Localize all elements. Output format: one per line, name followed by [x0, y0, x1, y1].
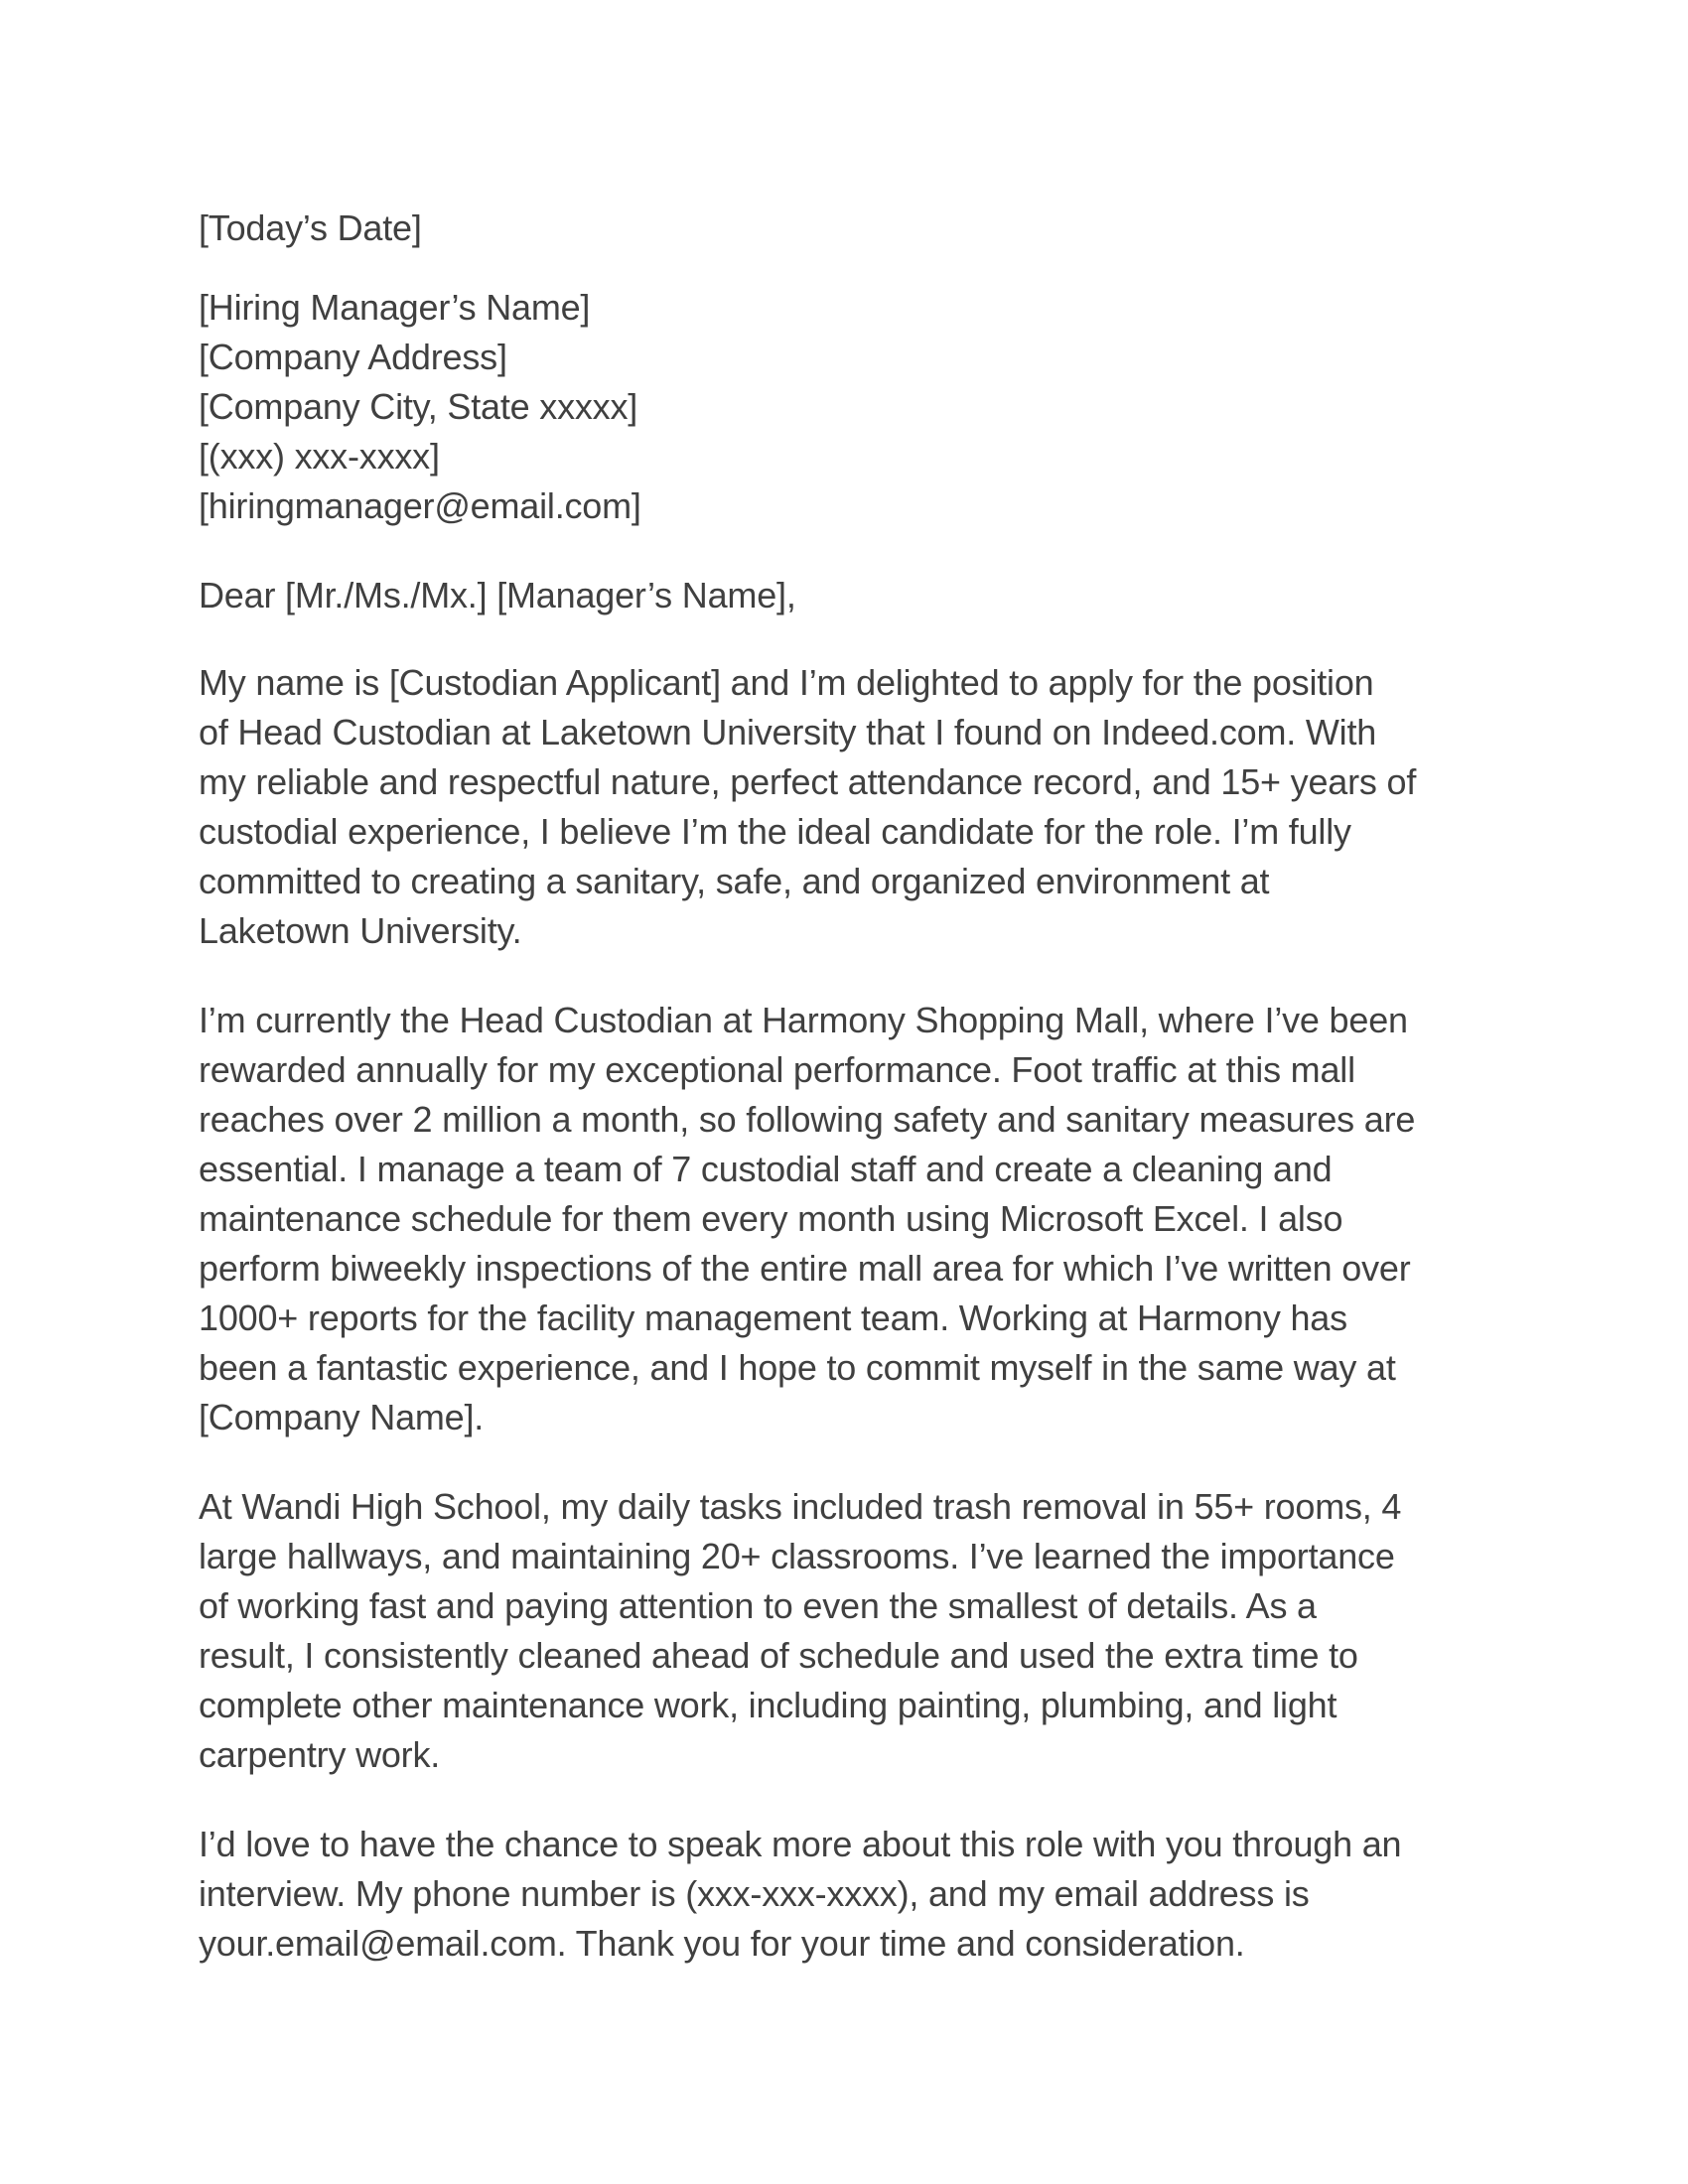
paragraph-current-role [199, 996, 1499, 1442]
paragraph-line: interview. My phone number is (xxx-xxx-xxxx), and my email address is [199, 1873, 1310, 1914]
recipient-address: [Company Address] [199, 337, 507, 377]
paragraph-line: been a fantastic experience, and I hope to commit myself in the same way at [199, 1347, 1396, 1388]
paragraph-intro [199, 658, 1499, 956]
paragraph-closing [199, 1820, 1499, 1969]
paragraph-line: large hallways, and maintaining 20+ classrooms. I’ve learned the importance [199, 1536, 1395, 1576]
paragraph-line: result, I consistently cleaned ahead of schedule and used the extra time to [199, 1635, 1358, 1676]
paragraph-line: perform biweekly inspections of the entire mall area for which I’ve written over [199, 1248, 1411, 1289]
recipient-email: [hiringmanager@email.com] [199, 485, 641, 526]
paragraph-line: custodial experience, I believe I’m the ideal candidate for the role. I’m fully [199, 811, 1351, 852]
date-line: [Today’s Date] [199, 207, 422, 248]
paragraph-line: complete other maintenance work, including painting, plumbing, and light [199, 1685, 1337, 1725]
recipient-city-state: [Company City, State xxxxx] [199, 386, 638, 427]
salutation [199, 571, 1499, 620]
paragraph-line: 1000+ reports for the facility management team. Working at Harmony has [199, 1297, 1347, 1338]
paragraph-line: rewarded annually for my exceptional performance. Foot traffic at this mall [199, 1049, 1355, 1090]
paragraph-line: At Wandi High School, my daily tasks included trash removal in 55+ rooms, 4 [199, 1486, 1402, 1527]
salutation-line: Dear [Mr./Ms./Mx.] [Manager’s Name], [199, 575, 796, 615]
paragraph-line: your.email@email.com. Thank you for your time and consideration. [199, 1923, 1245, 1964]
recipient-name: [Hiring Manager’s Name] [199, 287, 591, 328]
paragraph-previous-role [199, 1482, 1499, 1780]
paragraph-line: My name is [Custodian Applicant] and I’m delighted to apply for the position [199, 662, 1374, 703]
paragraph-line: of working fast and paying attention to even the smallest of details. As a [199, 1585, 1317, 1626]
paragraph-line: maintenance schedule for them every month using Microsoft Excel. I also [199, 1198, 1343, 1239]
paragraph-line: reaches over 2 million a month, so following safety and sanitary measures are [199, 1099, 1416, 1140]
cover-letter-page [199, 204, 1499, 2008]
paragraph-line: carpentry work. [199, 1734, 441, 1775]
paragraph-line: [Company Name]. [199, 1397, 485, 1437]
paragraph-line: I’m currently the Head Custodian at Harmony Shopping Mall, where I’ve been [199, 1000, 1408, 1040]
paragraph-line: Laketown University. [199, 910, 522, 951]
recipient-block [199, 283, 1499, 531]
letter-date [199, 204, 1499, 253]
paragraph-line: my reliable and respectful nature, perfect attendance record, and 15+ years of [199, 761, 1417, 802]
paragraph-line: committed to creating a sanitary, safe, and organized environment at [199, 861, 1270, 901]
paragraph-line: I’d love to have the chance to speak more about this role with you through an [199, 1824, 1402, 1864]
paragraph-line: of Head Custodian at Laketown University that I found on Indeed.com. With [199, 712, 1377, 752]
paragraph-line: essential. I manage a team of 7 custodial staff and create a cleaning and [199, 1149, 1333, 1189]
recipient-phone: [(xxx) xxx-xxxx] [199, 436, 440, 477]
